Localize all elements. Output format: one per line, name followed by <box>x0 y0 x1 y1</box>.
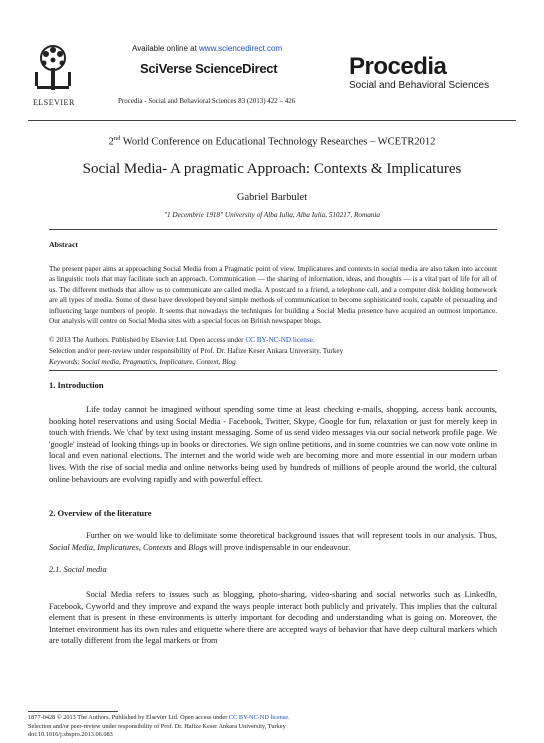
overview-heading: 2. Overview of the literature <box>49 508 152 518</box>
license-link[interactable]: CC BY-NC-ND license. <box>245 336 315 344</box>
elsevier-logo <box>33 42 75 107</box>
publisher-name: ELSEVIER <box>33 98 75 107</box>
subsection-text: Social Media refers to issues such as blogging, photo-sharing, video-sharing and social networks such as LinkedIn, Facebook, Cyworld and they improve and expand the ways people interact both publicly and privately. This implies that the cultural element that is present in these environments is utterly important for decoding and understanding what is going on. Moreover, the Internet environment has its own rules and etiquette where there are accepted ways of behavior that have deep cultural markers which are totally different from the legal markers or from <box>49 590 497 646</box>
footer <box>28 714 516 740</box>
intro-heading: 1. Introduction <box>49 380 104 390</box>
journal-citation: Procedia - Social and Behavioral Sciences 83 (2013) 422 – 426 <box>118 97 296 105</box>
header-rule <box>28 120 516 121</box>
abstract-heading: Abstract <box>49 240 79 249</box>
available-online <box>132 44 282 53</box>
available-prefix: Available online at <box>132 44 200 53</box>
procedia-logo <box>349 54 519 92</box>
footer-rule <box>28 711 118 712</box>
sciencedirect-link[interactable]: www.sciencedirect.com <box>199 44 283 53</box>
footer-doi: doi:10.1016/j.sbspro.2013.06.083 <box>28 731 113 738</box>
elsevier-tree-icon <box>33 42 73 92</box>
abstract-bottom-rule <box>49 370 497 371</box>
abstract-top-rule <box>49 229 497 230</box>
affiliation: "1 Decembrie 1918" University of Alba Iulia, Alba Iulia, 510217, Romania <box>164 211 380 219</box>
keywords: Keywords: Social media, Pragmatics, Implicature, Context, Blog <box>49 358 236 366</box>
footer-license-link[interactable]: CC BY-NC-ND license. <box>228 714 290 721</box>
footer-selection: Selection and/or peer-review under responsibility of Prof. Dr. Hafize Keser Ankara University, Turkey <box>28 722 286 730</box>
procedia-subtitle: Social and Behavioral Sciences <box>349 80 490 91</box>
author-name: Gabriel Barbulet <box>236 192 308 203</box>
abstract-copyright: © 2013 The Authors. Published by Elsevier Ltd. Open access under CC BY-NC-ND license. <box>49 336 315 344</box>
footer-issn: 1877-0428 © 2013 The Authors. Published by Elsevier Ltd. Open access under CC BY-NC-ND license. <box>28 714 290 721</box>
overview-text: Further on we would like to delimitate some theoretical background issues that will represent tools in our analysis. Thus, Social Media, Implicatures, Contexts and Blogs will prove indispensable in our endeavour. <box>49 531 497 552</box>
intro-text: Life today cannot be imagined without spending some time at least checking e-mails, shopping, access bank accounts, booking hotel reservations and using Social Media - Facebook, Twitter, Skype, Google for fun, relaxation or just for merely keep in touch with friends. We 'chat' by text using instant messaging. Some of us send video messages via our social network profile page. We 'google' instead of looking things up in books or directories. We sign online petitions, and in some countries we can now vote online in local and even national elections. The internet and the world wide web are becoming more and more essential in our modern urban lives. With the rise of social media and online networks being used by hundreds of millions of people around the world, the cultural online behaviours are evolving rapidly and with powerful effect. <box>49 405 497 484</box>
abstract-selection: Selection and/or peer-review under responsibility of Prof. Dr. Hafize Keser Ankara University, Turkey <box>49 347 344 355</box>
paper-title: Social Media- A pragmatic Approach: Contexts & Implicatures <box>82 161 462 177</box>
sciverse-logo: SciVerse ScienceDirect <box>140 61 278 76</box>
conference-line: 2nd World Conference on Educational Technology Researches – WCETR2012 <box>108 135 436 148</box>
procedia-title: Procedia <box>349 53 447 80</box>
abstract-text: The present paper aims at approaching Social Media from a Pragmatic point of view. Implicatures and contexts in social media are also taken into account as linguistic tools that may facilitate such an approach. Communication — the sharing of information, ideas, and thoughts — is a vital part of life for all of us. The different methods that allow us to communicate are called media. A postcard to a friend, a telephone call, and a computer disk holding homework are all types of media. Some of these have developed beyond simple methods of communication to become sophisticated tools, capable of persuading and influencing large numbers of people. It seems that nowadays the techniques for building a Social Media presence have acquired an outmost importance. Our analysis will centre on Social Media sites with a special focus on British newspaper blogs. <box>49 265 497 326</box>
subsection-heading: 2.1. Social media <box>49 565 107 574</box>
